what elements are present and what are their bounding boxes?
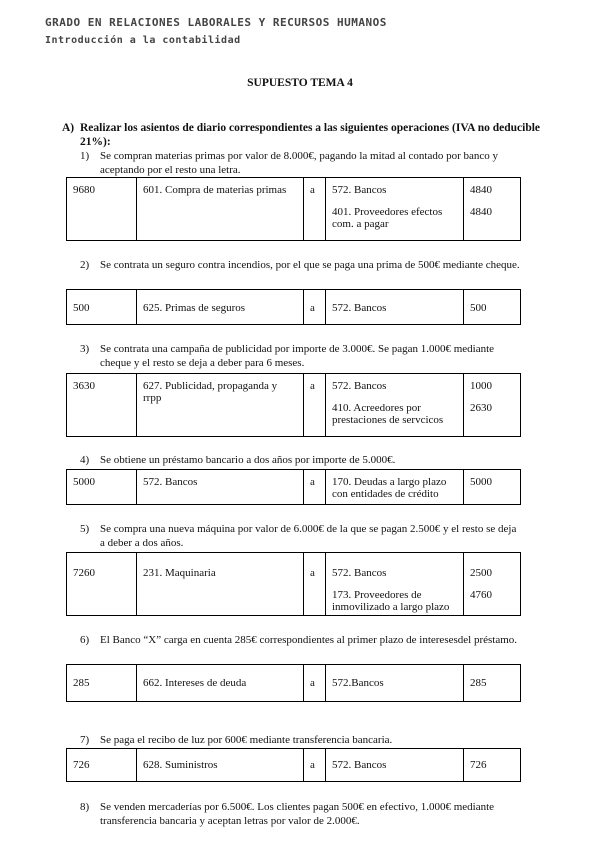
debit-account: 627. Publicidad, propaganda y rrpp [143, 380, 278, 404]
entry-amount: 7260 [73, 567, 95, 579]
credit-amount: 285 [470, 677, 487, 689]
journal-entry [66, 748, 521, 782]
operation-text: Se contrata una campaña de publicidad por importe de 3.000€. Se pagan 1.000€ mediante cheque y el resto se deja a deber para 6 meses. [100, 343, 495, 369]
operation-text: El Banco “X” carga en cuenta 285€ correspondientes al primer plazo de interesesdel préstamo. [100, 634, 518, 646]
journal-entry [66, 552, 521, 616]
operation-number: 8) [80, 801, 90, 813]
credit-amount: 500 [470, 302, 487, 314]
operation-text: Se contrata un seguro contra incendios, por el que se paga una prima de 500€ mediante cheque. [100, 259, 520, 271]
debit-account: 601. Compra de materias primas [143, 184, 287, 196]
entry-amount: 726 [73, 759, 90, 771]
section-text: Realizar los asientos de diario correspondientes a las siguientes operaciones (IVA no deducible 21%): [80, 122, 541, 148]
debit-account: 662. Intereses de deuda [143, 677, 247, 689]
credit-amount: 2500 [470, 567, 492, 579]
course-subtitle: Introducción a la contabilidad [45, 35, 241, 46]
entry-separator: a [310, 184, 315, 196]
credit-account: 572.Bancos [332, 677, 384, 689]
credit-amount: 2630 [470, 402, 492, 414]
section-label: A) [62, 122, 75, 134]
credit-account: 572. Bancos [332, 759, 387, 771]
operation-text: Se obtiene un préstamo bancario a dos años por importe de 5.000€. [100, 454, 396, 466]
credit-amount: 1000 [470, 380, 492, 392]
operation-text: Se compran materias primas por valor de 8.000€, pagando la mitad al contado por banco y aceptando por el resto una letra. [100, 150, 499, 176]
credit-account: 572. Bancos [332, 302, 387, 314]
credit-account: 572. Bancos [332, 184, 387, 196]
credit-account: 572. Bancos [332, 567, 387, 579]
entry-separator: a [310, 759, 315, 771]
credit-amount: 4840 [470, 206, 492, 218]
course-title: GRADO EN RELACIONES LABORALES Y RECURSOS HUMANOS [45, 16, 387, 29]
credit-account: 572. Bancos [332, 380, 387, 392]
debit-account: 231. Maquinaria [143, 567, 216, 579]
entry-amount: 5000 [73, 476, 95, 488]
debit-account: 572. Bancos [143, 476, 198, 488]
credit-amount: 4760 [470, 589, 492, 601]
entry-amount: 500 [73, 302, 90, 314]
operation-text: Se compra una nueva máquina por valor de 6.000€ de la que se pagan 2.500€ y el resto se deja a deber a dos años. [100, 523, 517, 549]
operation-number: 5) [80, 523, 90, 535]
credit-amount: 4840 [470, 184, 492, 196]
entry-amount: 3630 [73, 380, 95, 392]
journal-entry [66, 373, 521, 437]
operation-number: 7) [80, 734, 90, 746]
debit-account: 625. Primas de seguros [143, 302, 246, 314]
operation-number: 4) [80, 454, 90, 466]
journal-entry [66, 469, 521, 505]
operation-number: 2) [80, 259, 90, 271]
journal-entry [66, 177, 521, 241]
entry-separator: a [310, 677, 315, 689]
page-title: SUPUESTO TEMA 4 [247, 77, 353, 89]
credit-account: 170. Deudas a largo plazo con entidades de crédito [332, 476, 447, 500]
journal-entry [66, 289, 521, 325]
entry-amount: 9680 [73, 184, 95, 196]
entry-separator: a [310, 476, 315, 488]
entry-separator: a [310, 302, 315, 314]
credit-amount: 5000 [470, 476, 492, 488]
credit-account: 173. Proveedores de inmovilizado a largo plazo [332, 589, 450, 613]
operation-text: Se venden mercaderías por 6.500€. Los clientes pagan 500€ en efectivo, 1.000€ mediante transferencia bancaria y aceptan letras por valor de 2.000€. [100, 801, 495, 827]
operation-number: 3) [80, 343, 90, 355]
journal-entry [66, 664, 521, 702]
credit-amount: 726 [470, 759, 487, 771]
operation-number: 6) [80, 634, 90, 646]
entry-separator: a [310, 380, 315, 392]
entry-separator: a [310, 567, 315, 579]
operation-number: 1) [80, 150, 90, 162]
credit-account: 401. Proveedores efectos com. a pagar [332, 206, 443, 230]
credit-account: 410. Acreedores por prestaciones de servcicos [332, 402, 444, 426]
operation-text: Se paga el recibo de luz por 600€ mediante transferencia bancaria. [100, 734, 393, 746]
debit-account: 628. Suministros [143, 759, 218, 771]
entry-amount: 285 [73, 677, 90, 689]
